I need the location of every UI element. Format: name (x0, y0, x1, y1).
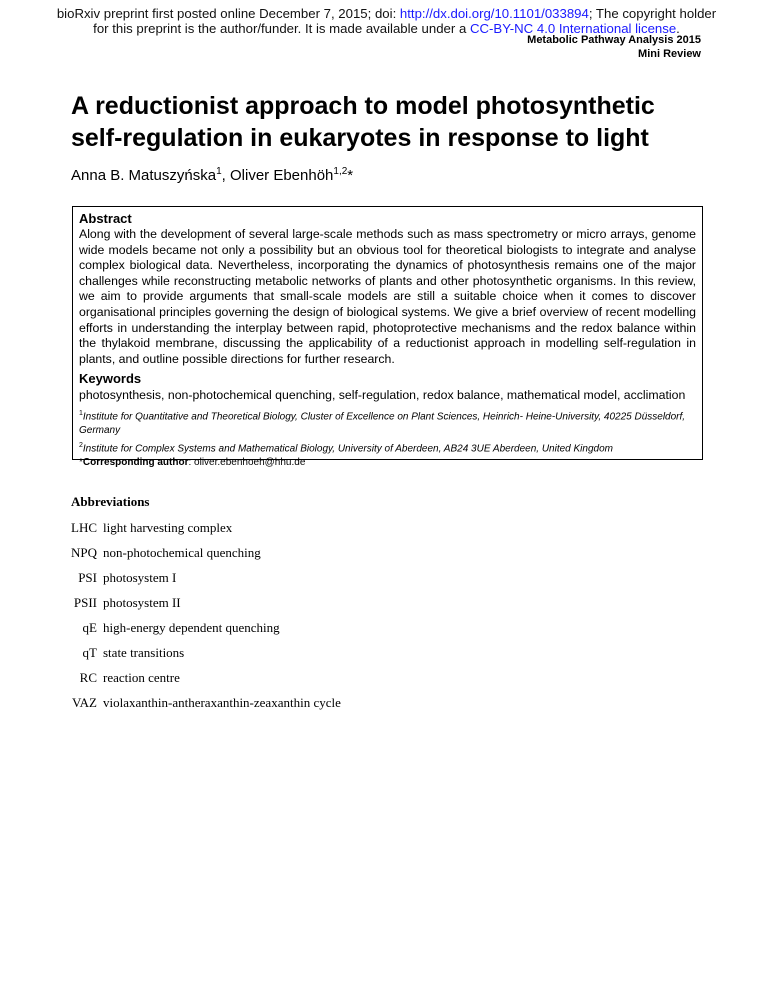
abbreviation-key: LHC (71, 520, 97, 535)
corresponding-author: *Corresponding author: oliver.ebenhoeh@hhu.de (79, 457, 306, 468)
abbreviation-def: non-photochemical quenching (103, 545, 261, 560)
abbreviation-key: PSI (78, 570, 97, 585)
abstract-heading: Abstract (79, 211, 132, 226)
license-link[interactable]: CC-BY-NC 4.0 International license (469, 21, 677, 36)
abbreviation-def: high-energy dependent quenching (103, 620, 280, 635)
preprint-notice (0, 6, 773, 36)
abbreviation-key: qT (82, 645, 97, 660)
abbreviation-key: NPQ (70, 545, 97, 560)
author-affil-sup: 1 (216, 166, 222, 177)
abstract-box (72, 206, 703, 468)
abbreviation-row (55, 570, 341, 595)
abbreviation-row (55, 695, 341, 720)
abbreviation-key: PSII (73, 595, 97, 610)
keywords-text: photosynthesis, non-photochemical quenching, self-regulation, redox balance, mathematical model, acclimation (79, 388, 686, 403)
preprint-line-1: bioRxiv preprint first posted online December 7, 2015; doi: http://dx.doi.org/10.1101/033894; The copyright holder (56, 6, 717, 21)
abbreviation-def: reaction centre (103, 670, 180, 685)
page-title: A reductionist approach to model photosynthetic self-regulation in eukaryotes in response to light (71, 92, 655, 152)
keywords-heading: Keywords (79, 371, 142, 387)
preprint-line-2: for this preprint is the author/funder. It is made available under a CC-BY-NC 4.0 International license. (93, 21, 680, 36)
abbreviation-key: qE (82, 620, 97, 635)
abbreviation-def: light harvesting complex (103, 520, 233, 535)
journal-header (527, 33, 701, 61)
abbreviation-row (55, 620, 341, 645)
author-list: Anna B. Matuszyńska$^1$, Oliver Ebenhöh$^{1,2}$* (71, 166, 354, 184)
author-name: Oliver Ebenhöh (229, 167, 334, 184)
abbreviation-row (55, 545, 341, 570)
abbreviation-def: photosystem II (103, 595, 181, 610)
abbreviation-row (55, 520, 341, 545)
author-name: Anna B. Matuszyńska (71, 167, 217, 184)
abbreviations-heading: Abbreviations (71, 494, 150, 509)
corresponding-mark: * (347, 167, 354, 184)
corresponding-email: oliver.ebenhoeh@hhu.de (194, 457, 306, 468)
abbreviation-def: violaxanthin-antheraxanthin-zeaxanthin cycle (103, 695, 341, 710)
abbreviation-key: VAZ (71, 695, 97, 710)
affiliation-1: $^1$Institute for Quantitative and Theoretical Biology, Cluster of Excellence on Plant Sciences, Heinrich- Heine-University, 40225 Düsseldorf, Germany (79, 410, 686, 436)
author-affil-sup: 1,2 (333, 166, 348, 177)
abbreviation-row (55, 670, 341, 695)
article-type: Mini Review (638, 48, 701, 60)
abbreviation-key: RC (79, 670, 97, 685)
abbreviations-list (55, 520, 341, 720)
doi-link[interactable]: http://dx.doi.org/10.1101/033894 (399, 6, 589, 21)
abbreviation-def: photosystem I (103, 570, 177, 585)
abbreviation-row (55, 595, 341, 620)
abbreviation-row (55, 645, 341, 670)
affiliation-2: $^2$Institute for Complex Systems and Mathematical Biology, University of Aberdeen, AB24 3UE Aberdeen, United Kingdom (79, 441, 613, 454)
journal-name: Metabolic Pathway Analysis 2015 (527, 34, 701, 46)
abbreviation-def: state transitions (103, 645, 185, 660)
abstract-text: Along with the development of several large-scale methods such as mass spectrometry or micro arrays, genome wide models became not only a possibility but an obvious tool for theoretical biologists to integrate and analyse complex biological data. Nevertheless, incorporating the dynamics of photosynthesis remains one of the major challenges while reconstructing metabolic networks of plants and other photosynthetic organisms. In this review, we aim to provide arguments that small-scale models are still a suitable choice when it comes to discover organisational principles governing the design of biological systems. We give a brief overview of recent modelling efforts in understanding the interplay between rapid, photoprotective mechanisms and the redox balance within the thylakoid membrane, discussing the applicability of a reductionist approach in modelling self-regulation in plants, and outline possible directions for further research. (79, 227, 696, 366)
